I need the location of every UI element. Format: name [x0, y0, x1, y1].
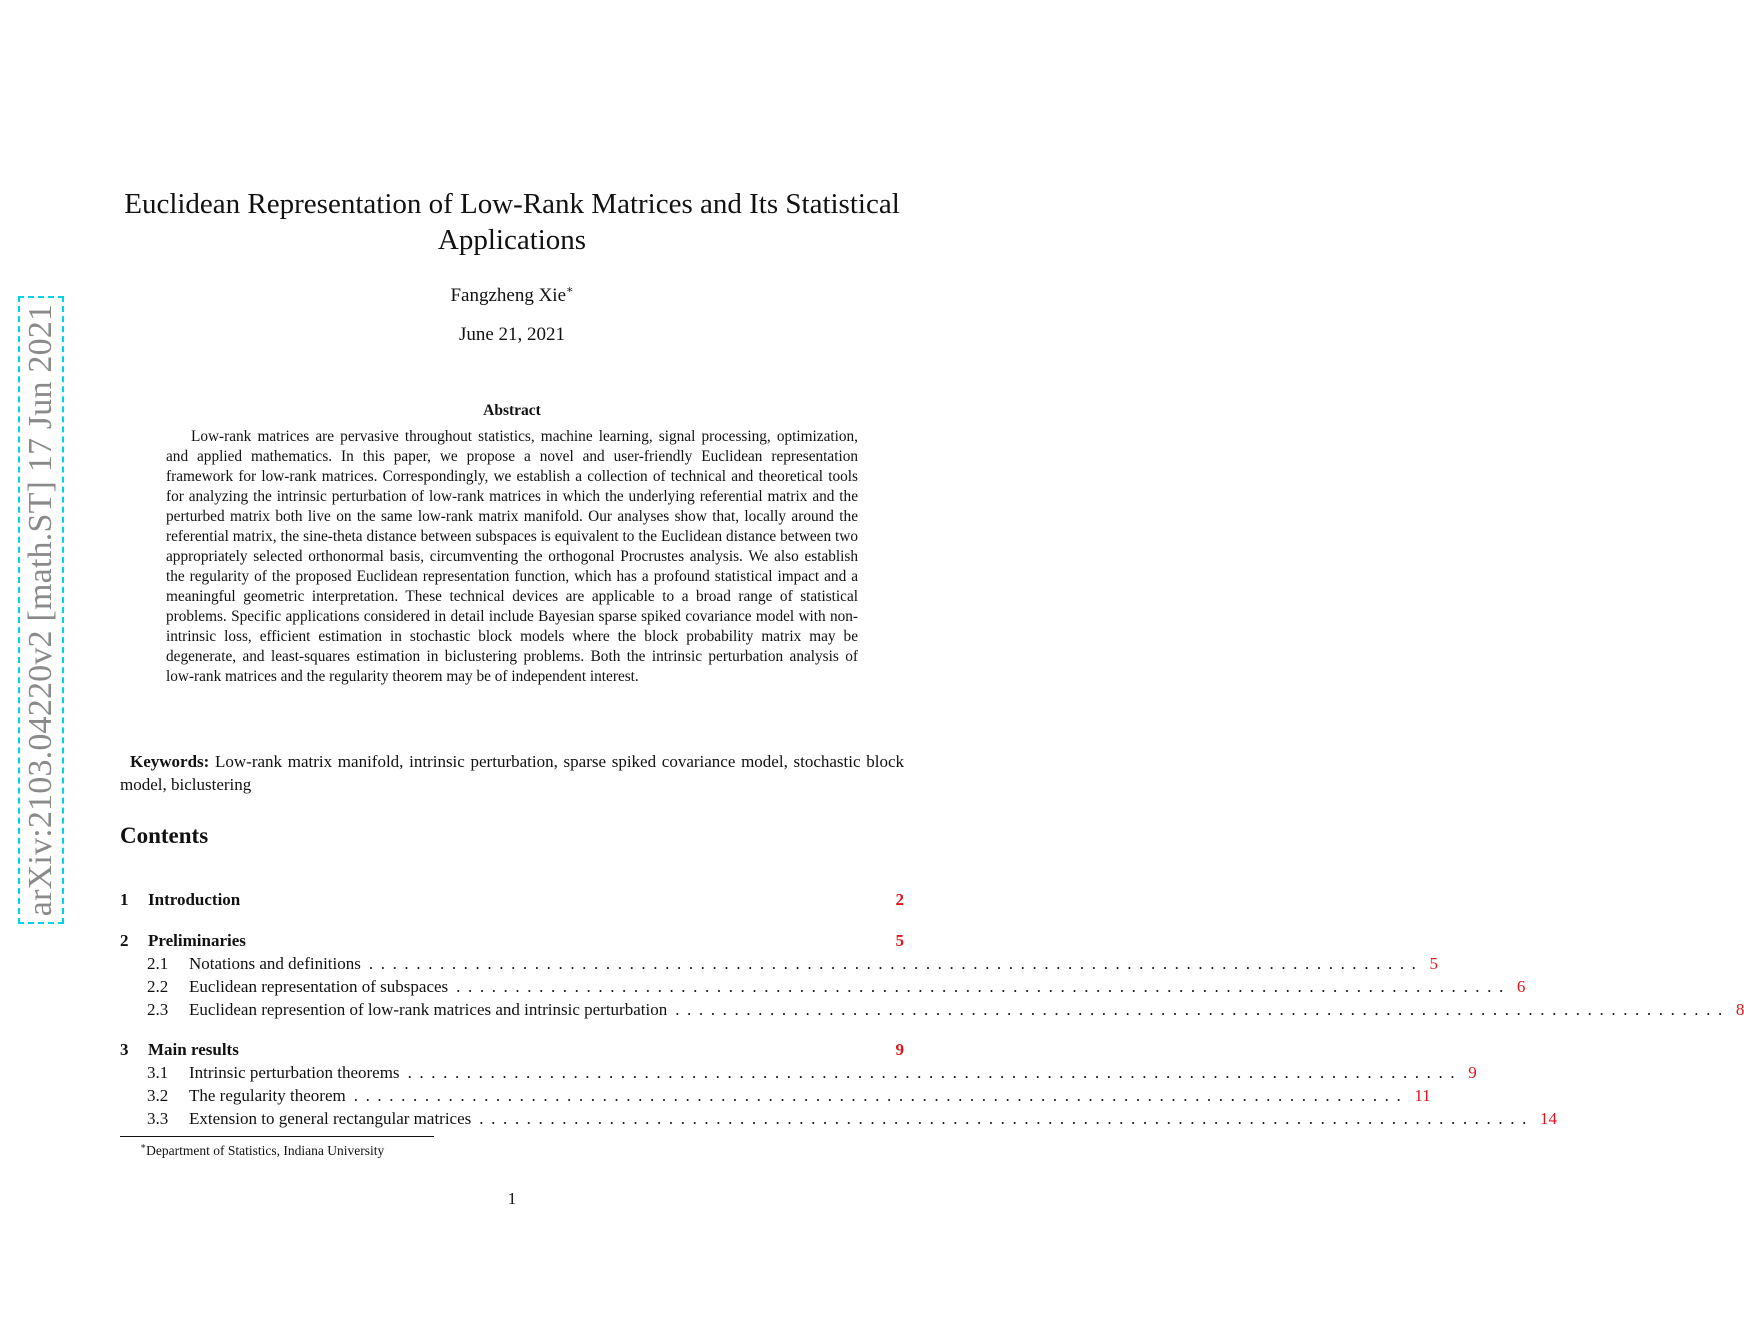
toc-title: Notations and definitions	[189, 954, 361, 973]
toc-entry-introduction[interactable]	[120, 888, 904, 911]
toc-leader-dots: .........................................................................................	[456, 977, 1511, 996]
toc-title: Intrinsic perturbation theorems	[189, 1063, 400, 1082]
toc-number: 3.2	[147, 1086, 169, 1105]
toc-page-link[interactable]: 11	[1414, 1086, 1431, 1105]
paper-date: June 21, 2021	[458, 324, 566, 345]
toc-number: 2	[120, 931, 129, 950]
toc-leader-dots: .........................................................................................	[353, 1086, 1409, 1105]
toc-number: 3.3	[147, 1109, 169, 1128]
footnote	[140, 1141, 384, 1159]
toc-page-link[interactable]: 6	[1516, 977, 1526, 996]
toc-title: Euclidean represention of low-rank matrices and intrinsic perturbation	[189, 1000, 668, 1019]
toc-entry-main-results[interactable]	[120, 1038, 904, 1061]
toc-entry-preliminaries[interactable]	[120, 929, 904, 952]
toc-number: 3	[120, 1040, 129, 1059]
toc-page-link[interactable]: 9	[1468, 1063, 1477, 1082]
paper-title: Euclidean Representation of Low-Rank Matrices and Its Statistical Applications	[124, 188, 900, 256]
toc-number: 3.1	[147, 1063, 169, 1082]
toc-leader-dots: .........................................................................................	[675, 1000, 1730, 1019]
contents-heading: Contents	[120, 823, 209, 848]
toc-number: 1	[120, 890, 129, 909]
toc-entry-rectangular-matrices[interactable]	[120, 1107, 1557, 1130]
toc-page-link[interactable]: 5	[1429, 954, 1439, 973]
toc-page-link[interactable]: 8	[1735, 1000, 1744, 1019]
abstract-heading: Abstract	[483, 402, 541, 419]
keywords-label: Keywords:	[130, 752, 210, 771]
toc-entry-intrinsic-perturbation[interactable]	[120, 1061, 1477, 1084]
toc-page-link[interactable]: 2	[895, 890, 904, 909]
arxiv-identifier[interactable]: arXiv:2103.04220v2 [math.ST] 17 Jun 2021	[22, 303, 59, 917]
footnote-divider	[120, 1136, 434, 1137]
keywords	[120, 751, 904, 796]
abstract-body: Low-rank matrices are pervasive throughout statistics, machine learning, signal processing, optimization, and applied mathematics. In this paper, we propose a novel and user-friendly Euclidean representation framework for low-rank matrices. Correspondingly, we establish a collection of technical and theoretical tools for analyzing the intrinsic perturbation of low-rank matrices in which the underlying referential matrix and the perturbed matrix both live on the same low-rank matrix manifold. Our analyses show that, locally around the referential matrix, the sine-theta distance between subspaces is equivalent to the Euclidean distance between two appropriately selected orthonormal basis, circumventing the orthogonal Procrustes analysis. We also establish the regularity of the proposed Euclidean representation function, which has a profound statistical impact and a meaningful geometric interpretation. These technical devices are applicable to a broad range of statistical problems. Specific applications considered in detail include Bayesian sparse spiked covariance model with non-intrinsic loss, efficient estimation in stochastic block models where the block probability matrix may be degenerate, and least-squares estimation in biclustering problems. Both the intrinsic perturbation analysis of low-rank matrices and the regularity theorem may be of independent interest.	[166, 428, 858, 685]
toc-page-link[interactable]: 5	[895, 931, 904, 950]
toc-leader-dots: .........................................................................................	[368, 954, 1424, 973]
footnote-mark: ∗	[140, 1141, 147, 1151]
toc-page-link[interactable]: 9	[895, 1040, 904, 1059]
toc-title: Preliminaries	[148, 931, 246, 950]
toc-number: 2.3	[147, 1000, 169, 1019]
toc-title: Introduction	[148, 890, 241, 909]
arxiv-stamp	[18, 296, 64, 924]
keywords-text: Low-rank matrix manifold, intrinsic perturbation, sparse spiked covariance model, stochastic block model, biclustering	[120, 752, 904, 794]
toc-number: 2.1	[147, 954, 169, 973]
footnote-text: Department of Statistics, Indiana University	[146, 1143, 385, 1158]
toc-entry-euclidean-low-rank[interactable]	[120, 998, 1744, 1021]
toc-leader-dots: .........................................................................................	[479, 1109, 1534, 1128]
page-number: 1	[507, 1189, 517, 1208]
toc-title: Main results	[148, 1040, 239, 1059]
toc-entry-regularity-theorem[interactable]	[120, 1084, 1431, 1107]
toc-entry-euclidean-subspaces[interactable]	[120, 975, 1526, 998]
toc-leader-dots: .........................................................................................	[407, 1063, 1463, 1082]
toc-title: Extension to general rectangular matrices	[189, 1109, 472, 1128]
toc-title: The regularity theorem	[189, 1086, 346, 1105]
author-name: Fangzheng Xie	[450, 285, 567, 306]
author-footnote-mark[interactable]: ∗	[566, 284, 574, 296]
toc-page-link[interactable]: 14	[1539, 1109, 1557, 1128]
author	[0, 283, 1024, 307]
toc-title: Euclidean representation of subspaces	[189, 977, 449, 996]
toc-entry-notations[interactable]	[120, 952, 1439, 975]
toc-number: 2.2	[147, 977, 169, 996]
